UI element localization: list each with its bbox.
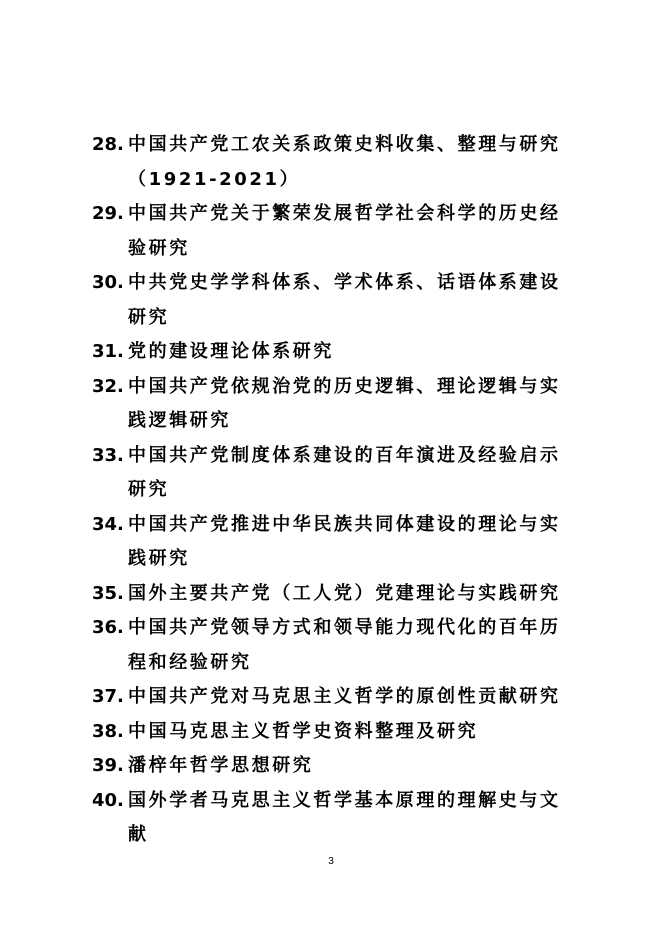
list-item — [92, 335, 577, 370]
item-text: 中国共产党工农关系政策史料收集、整理与研究（1921-2021） — [128, 134, 561, 190]
list-item — [92, 715, 577, 750]
list-item — [92, 611, 577, 680]
list-item — [92, 749, 577, 784]
page-number: 3 — [328, 856, 334, 867]
item-text: 中国共产党领导方式和领导能力现代化的百年历程和经验研究 — [128, 617, 561, 673]
list-item — [92, 577, 577, 612]
item-text: 中国共产党推进中华民族共同体建设的理论与实践研究 — [128, 513, 561, 569]
item-number: 39. — [92, 755, 124, 776]
item-text: 中国马克思主义哲学史资料整理及研究 — [128, 720, 479, 742]
item-text: 国外学者马克思主义哲学基本原理的理解史与文献 — [128, 789, 561, 845]
item-text: 国外主要共产党（工人党）党建理论与实践研究 — [128, 582, 561, 604]
item-number: 40. — [92, 789, 124, 811]
item-text: 中国共产党对马克思主义哲学的原创性贡献研究 — [128, 686, 561, 707]
item-number: 38. — [92, 720, 124, 742]
item-number: 32. — [92, 375, 124, 397]
item-number: 31. — [92, 341, 124, 362]
list-item — [92, 439, 577, 508]
item-number: 34. — [92, 513, 124, 535]
item-text: 潘梓年哲学思想研究 — [128, 755, 314, 776]
item-text: 党的建设理论体系研究 — [128, 341, 334, 362]
item-number: 36. — [92, 617, 124, 638]
list-item — [92, 784, 577, 853]
list-item — [92, 128, 577, 197]
item-text: 中国共产党关于繁荣发展哲学社会科学的历史经验研究 — [128, 203, 561, 259]
item-number: 33. — [92, 444, 124, 466]
list-item — [92, 370, 577, 439]
item-text: 中共党史学学科体系、学术体系、话语体系建设研究 — [128, 272, 561, 328]
topic-list — [92, 128, 577, 853]
item-number: 30. — [92, 272, 124, 293]
list-item — [92, 197, 577, 266]
list-item — [92, 508, 577, 577]
item-number: 28. — [92, 134, 124, 155]
item-number: 29. — [92, 203, 124, 224]
item-text: 中国共产党依规治党的历史逻辑、理论逻辑与实践逻辑研究 — [128, 375, 561, 431]
item-number: 35. — [92, 582, 124, 604]
item-text: 中国共产党制度体系建设的百年演进及经验启示研究 — [128, 444, 561, 500]
list-item — [92, 266, 577, 335]
list-item — [92, 680, 577, 715]
item-number: 37. — [92, 686, 124, 707]
